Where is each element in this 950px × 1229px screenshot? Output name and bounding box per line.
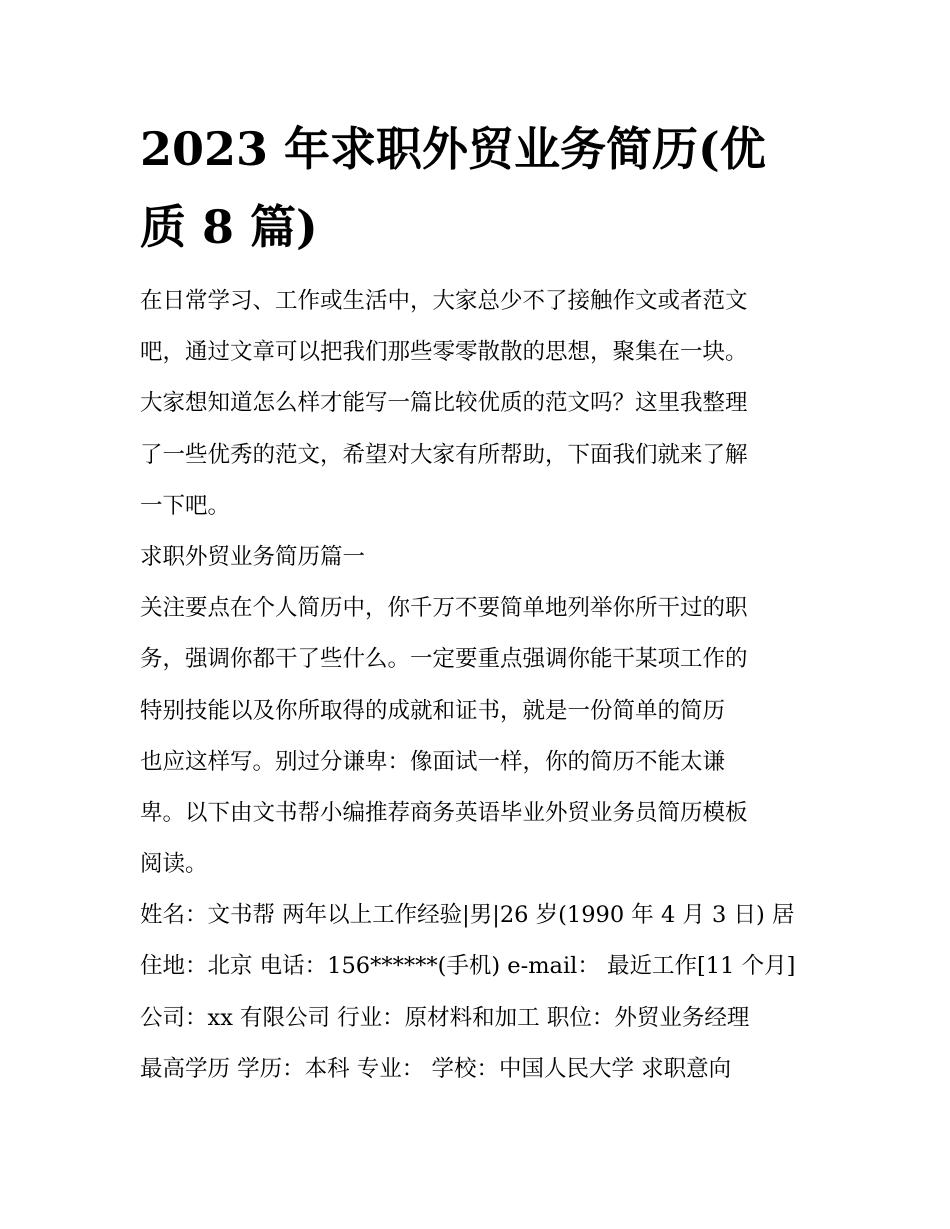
paragraph-line: 关注要点在个人简历中，你千万不要简单地列举你所干过的职: [140, 595, 748, 622]
resume-info-line: 姓名：文书帮 两年以上工作经验|男|26 岁(1990 年 4 月 3 日) 居: [140, 902, 795, 929]
document-title: [140, 110, 820, 266]
document-body: [140, 276, 830, 1095]
paragraph-line: 阅读。: [140, 851, 208, 878]
intro-line: 大家想知道怎么样才能写一篇比较优质的范文吗？这里我整理: [140, 390, 748, 417]
paragraph-line: 特别技能以及你所取得的成就和证书，就是一份简单的简历: [140, 697, 726, 724]
resume-info-line: 住地：北京 电话：156******(手机) e-mail： 最近工作[11 个月]: [140, 953, 796, 980]
intro-line: 在日常学习、工作或生活中，大家总少不了接触作文或者范文: [140, 288, 748, 314]
resume-info-line: 最高学历 学历：本科 专业： 学校：中国人民大学 求职意向: [140, 1055, 732, 1082]
intro-line: 一下吧。: [140, 492, 231, 519]
paragraph-line: 务，强调你都干了些什么。一定要重点强调你能干某项工作的: [140, 646, 748, 673]
intro-line: 吧，通过文章可以把我们那些零零散散的思想，聚集在一块。: [140, 339, 748, 366]
paragraph-line: 也应这样写。别过分谦卑：像面试一样，你的简历不能太谦: [140, 748, 726, 775]
resume-info-line: 公司：xx 有限公司 行业：原材料和加工 职位：外贸业务经理: [140, 1004, 750, 1031]
title-line: 2023 年求职外贸业务简历(优: [140, 122, 766, 176]
paragraph-line: 卑。以下由文书帮小编推荐商务英语毕业外贸业务员简历模板: [140, 799, 748, 826]
title-line: 质 8 篇): [140, 200, 318, 254]
section-heading: 求职外贸业务简历篇一: [140, 543, 366, 570]
intro-line: 了一些优秀的范文，希望对大家有所帮助，下面我们就来了解: [140, 441, 748, 468]
